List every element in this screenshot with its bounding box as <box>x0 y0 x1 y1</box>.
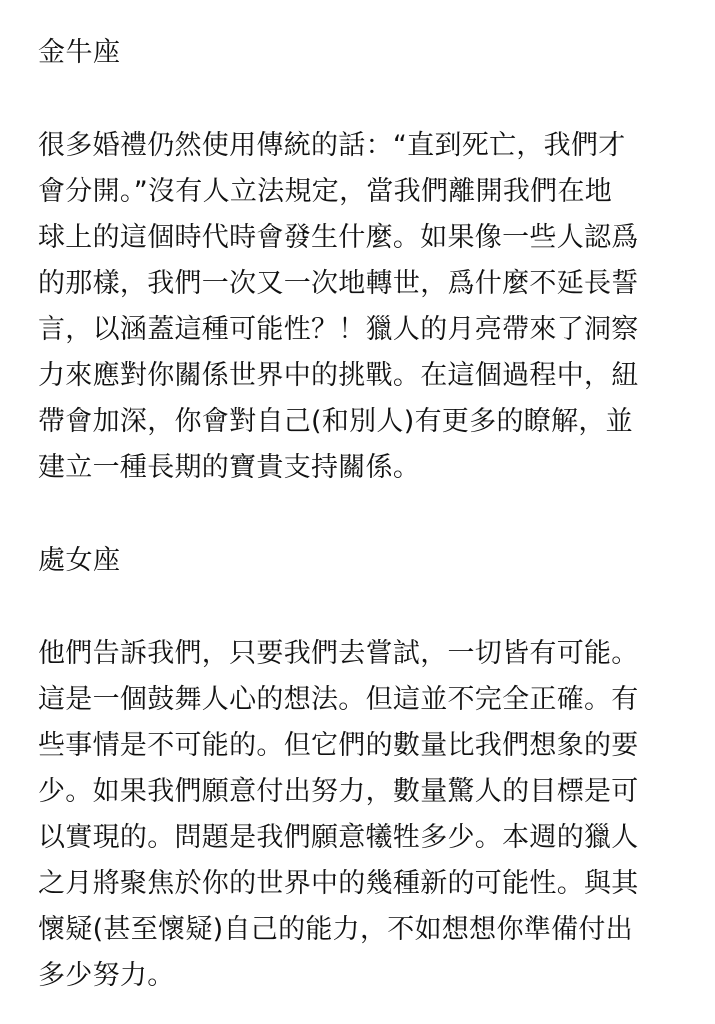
paragraph-line: 少。如果我們願意付出努力，數量驚人的目標是可 <box>38 776 639 807</box>
spacer <box>38 584 680 631</box>
section-title-taurus: 金牛座 <box>38 37 121 68</box>
paragraph-line: 很多婚禮仍然使用傳統的話：“直到死亡，我們才 <box>38 130 626 161</box>
paragraph-line: 的那樣，我們一次又一次地轉世，爲什麼不延長誓 <box>38 268 639 299</box>
paragraph-line: 言，以涵蓋這種可能性？！獵人的月亮帶來了洞察 <box>38 314 639 345</box>
paragraph-line: 多少努力。 <box>38 960 175 991</box>
paragraph-line: 會分開。”沒有人立法規定，當我們離開我們在地 <box>38 176 613 207</box>
spacer <box>38 76 680 123</box>
paragraph-line: 以實現的。問題是我們願意犧牲多少。本週的獵人 <box>38 822 639 853</box>
paragraph-line: 這是一個鼓舞人心的想法。但這並不完全正確。有 <box>38 684 639 715</box>
paragraph-line: 帶會加深，你會對自己(和別人)有更多的瞭解，並 <box>38 406 633 437</box>
paragraph-line: 球上的這個時代時會發生什麼。如果像一些人認爲 <box>38 222 639 253</box>
paragraph-line: 他們告訴我們，只要我們去嘗試，一切皆有可能。 <box>38 638 639 669</box>
paragraph-line: 力來應對你關係世界中的挑戰。在這個過程中，紐 <box>38 360 639 391</box>
paragraph-virgo <box>38 631 680 999</box>
paragraph-line: 建立一種長期的寶貴支持關係。 <box>38 452 421 483</box>
paragraph-taurus <box>38 123 680 491</box>
spacer <box>38 491 680 538</box>
section-title-virgo: 處女座 <box>38 545 121 576</box>
document-page <box>38 30 680 999</box>
paragraph-line: 懷疑(甚至懷疑)自己的能力，不如想想你準備付出 <box>38 914 633 945</box>
paragraph-line: 些事情是不可能的。但它們的數量比我們想象的要 <box>38 730 639 761</box>
paragraph-line: 之月將聚焦於你的世界中的幾種新的可能性。與其 <box>38 868 639 899</box>
